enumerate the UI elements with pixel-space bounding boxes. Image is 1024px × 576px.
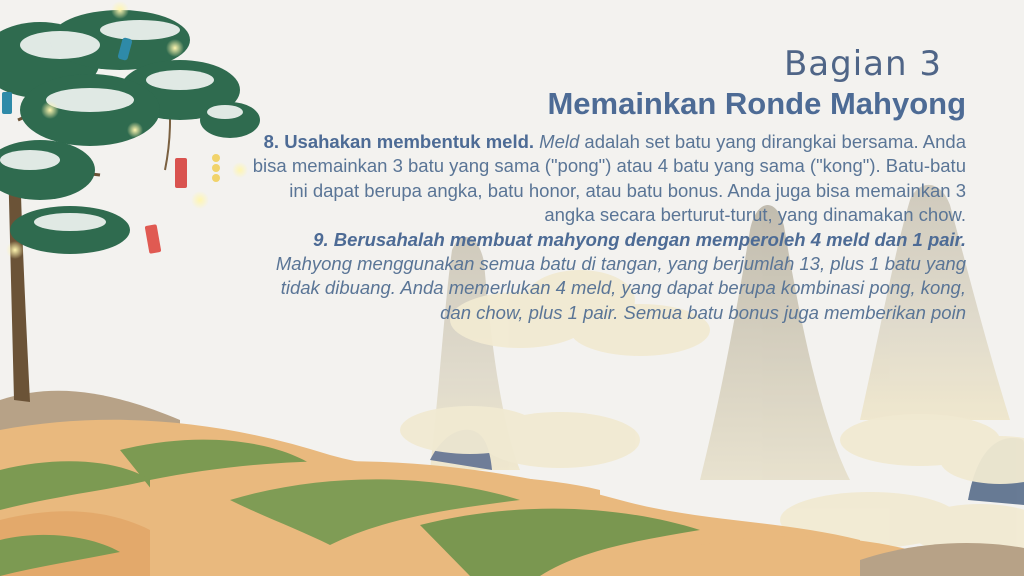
step-9-text: Mahyong menggunakan semua batu di tangan, yang berjumlah 13, plus 1 batu yang tidak dibuang. Anda memerlukan 4 meld, yang dapat berupa kombinasi pong, kong, dan chow, plus 1 pair. Semua batu bonus juga memberikan poin: [275, 253, 966, 323]
step-9-lead: 9. Berusahalah membuat mahyong dengan memperoleh 4 meld dan 1 pair.: [313, 228, 966, 250]
tree-illustration: [0, 1, 260, 402]
step-8: [246, 130, 966, 228]
step-9: [246, 228, 966, 326]
section-label: Bagian 3: [783, 44, 942, 84]
step-8-lead: 8. Usahakan membentuk meld.: [263, 131, 535, 152]
slide-content: [246, 44, 966, 325]
slide-title: Memainkan Ronde Mahyong: [547, 86, 966, 121]
instruction-text: [246, 130, 966, 325]
step-8-text: adalah set batu yang dirangkai bersama. Anda bisa memainkan 3 batu yang sama ("pong") atau 4 batu yang sama ("kong"). Batu-batu ini dapat berupa angka, batu honor, atau batu bonus. Anda juga bisa memainkan 3 angka secara berturut-turut, yang dinamakan chow.: [252, 131, 966, 226]
step-8-term: Meld: [539, 131, 580, 152]
